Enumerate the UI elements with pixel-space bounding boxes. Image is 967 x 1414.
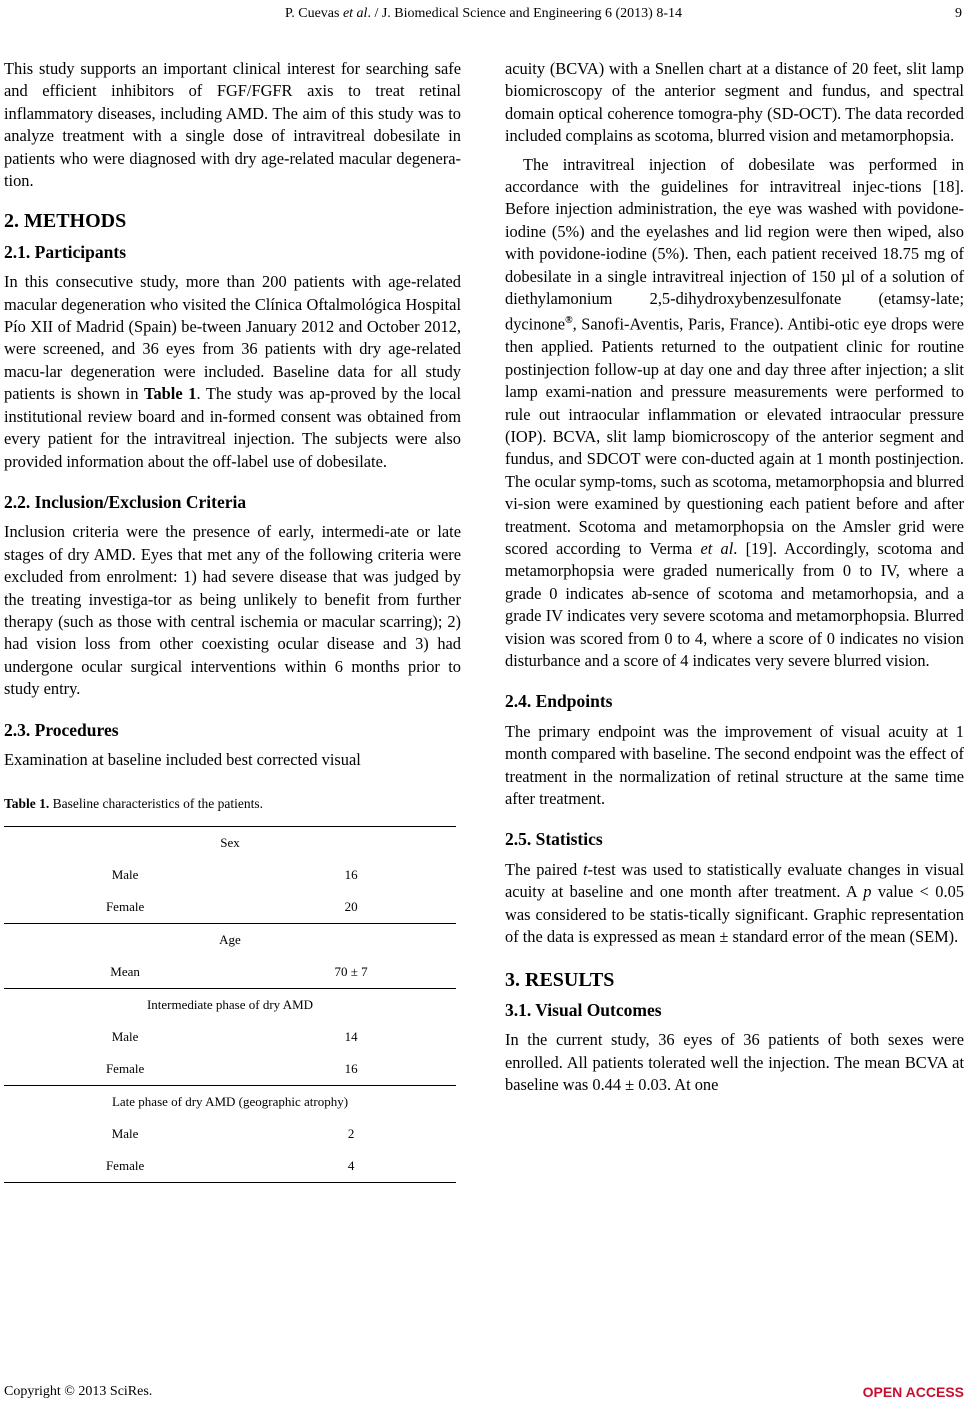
table1-caption-label: Table 1.	[4, 796, 50, 812]
row-value: 14	[344, 1028, 358, 1044]
table1-ref: Table 1	[144, 384, 197, 404]
group-title: Intermediate phase of dry AMD	[4, 988, 456, 1021]
group-title: Sex	[220, 834, 240, 850]
table1	[4, 826, 456, 1183]
heading-endpoints: 2.4. Endpoints	[505, 691, 613, 712]
row-value: 16	[344, 866, 358, 882]
running-header	[0, 6, 967, 22]
inclusion-paragraph: Inclusion criteria were the presence of early, intermedi-ate or late stages of dry AMD. Eyes that met any of the following criteria were excluded from enrolment: 1) had severe disease that was judged by the treating investiga-tor as being unlikely to benefit from further therapy (such as those with central ischemia or macular scarring); 2) had vision loss from other coexisting ocular disease and 3) had undergone ocular surgical interventions within 6 months prior to study entry.	[4, 522, 461, 699]
row-value: 20	[344, 898, 358, 914]
table-group-row	[4, 826, 456, 859]
heading-results: 3. RESULTS	[505, 968, 615, 991]
heading-visual-outcomes: 3.1. Visual Outcomes	[505, 999, 662, 1020]
procedures-continued: acuity (BCVA) with a Snellen chart at a distance of 20 feet, slit lamp biomicroscopy of the anterior segment and fundus, and spectral domain optical coherence tomogra-phy (SD-OCT). The data recorded included complains as scotoma, blurred vision and metamorphopsia.	[505, 59, 964, 146]
intro-paragraph: This study supports an important clinical interest for searching safe and efficient inhibitors of FGF/FGFR axis to treat retinal inflammatory diseases, including AMD. The aim of this study was to analyze treatment with a single dose of intravitreal dobesilate in patients who were diagnosed with dry age-related macular degenera-tion.	[4, 59, 461, 191]
table1-caption	[4, 793, 461, 815]
table-row	[4, 1053, 456, 1086]
row-label: Female	[105, 1157, 145, 1173]
row-label: Male	[111, 866, 139, 882]
row-label: Female	[105, 1060, 145, 1076]
table-group-row	[4, 923, 456, 956]
endpoints-paragraph: The primary endpoint was the improvement of visual acuity at 1 month compared with baseline. The second endpoint was the effect of treatment in the normalization of retinal structure at the same time after treatment.	[505, 721, 964, 809]
open-access-label: OPEN ACCESS	[862, 1384, 964, 1400]
page-number: 9	[955, 6, 962, 21]
injection-text-b: , Sanofi-Aventis, Paris, France). Antibi-otic eye drops were then applied. Patients returned to the outpatient clinic for routine postinjection follow-up at day one and day three after injection; a slit lamp exami-nation and pressure measurements were performed to rule out intraocular inflammation or elevated intraocular pressure (IOP). BCVA, slit lamp biomicroscopy of the anterior segment and fundus, and SDCOT were con-ducted again at 1 month postinjection. The ocular symp-toms, such as scotoma, metamorphopsia and blurred vi-sion were examined by questioning each patient before and after treatment. Scotoma and metamorphopsia on the Amsler grid were scored according to Verma	[505, 314, 964, 558]
right-column	[505, 58, 964, 1097]
table-row	[4, 859, 456, 891]
page-footer	[4, 1384, 964, 1400]
visual-outcomes-paragraph: In the current study, 36 eyes of 36 patients of both sexes were enrolled. All patients tolerated well the injection. The mean BCVA at baseline was 0.44 ± 0.03. At one	[505, 1030, 964, 1095]
statistics-paragraph	[505, 859, 964, 949]
row-value: 2	[347, 1125, 355, 1141]
stats-text-b: -test was used to statistically evaluate changes in visual acuity at baseline and one month after treatment. A	[505, 859, 964, 902]
table-group-row	[4, 988, 456, 1021]
group-title: Age	[4, 923, 456, 956]
injection-text-a: The intravitreal injection of dobesilate was performed in accordance with the guidelines for intravitreal injec-tions [18]. Before injection administration, the eye was washed with povidone-iodine (5%) and the eyelashes and lid region were then wiped, also with povidone-iodine (5%). Then, each patient received 18.75 mg of dobesilate in a single intravitreal injection of 150 µl of a solution of diethylamonium 2,5-dihydroxybenzesulfonate (etamsy-late; dycinone	[505, 154, 964, 334]
participants-text-a: In this consecutive study, more than 200 patients with age-related macular degeneration who visited the Clínica Oftalmológica Hospital Pío XII of Madrid (Spain) be-tween January 2012 and October 2012, were screened, and 36 eyes from 36 patients with dry age-related macu-lar degeneration were included. Baseline data for all study patients is shown in	[4, 272, 461, 404]
copyright: Copyright © 2013 SciRes.	[4, 1384, 153, 1399]
heading-participants: 2.1. Participants	[4, 241, 127, 262]
table-group-row	[4, 1085, 456, 1118]
row-value: 4	[347, 1157, 355, 1173]
table-row	[4, 1118, 456, 1150]
participants-text-b: . The study was ap-proved by the local institutional review board and in-formed consent was obtained from every patient for the intravitreal injection. The subjects were also provided information about the off-label use of dobesilate.	[4, 384, 461, 471]
stats-p: p	[863, 882, 872, 902]
header-author: P. Cuevas	[285, 6, 340, 21]
heading-inclusion: 2.2. Inclusion/Exclusion Criteria	[4, 491, 247, 512]
group-title: Late phase of dry AMD (geographic atrophy)	[4, 1085, 456, 1118]
row-label: Male	[111, 1028, 139, 1044]
stats-text-a: The paired	[505, 859, 583, 879]
header-journal: . / J. Biomedical Science and Engineering 6 (2013) 8-14	[367, 6, 682, 21]
heading-statistics: 2.5. Statistics	[505, 829, 603, 850]
procedures-paragraph: Examination at baseline included best corrected visual	[4, 749, 361, 769]
registered-mark: ®	[565, 315, 573, 327]
row-label: Female	[105, 898, 145, 914]
heading-methods: 2. METHODS	[4, 210, 127, 233]
stats-t: t	[582, 859, 588, 879]
row-label: Male	[111, 1125, 139, 1141]
row-label: Mean	[110, 963, 140, 979]
header-etal: et al	[342, 6, 368, 21]
stats-text-c: value < 0.05 was considered to be statis-tically significant. Graphic representation of the data is expressed as mean ± standard error of the mean (SEM).	[505, 882, 964, 947]
left-column	[4, 58, 461, 1183]
table-row	[4, 891, 456, 924]
table-row	[4, 956, 456, 989]
injection-text-c: . [19]. Accordingly, scotoma and metamorphopsia were graded numerically from 0 to IV, where a grade 0 indicates ab-sence of scotoma and metamorhopsia, and a grade IV indicates very severe scotoma and metamorphopsia. Blurred vision was scored from 0 to 4, where a score of 0 indicates no vision disturbance and a score of 4 indicates very severe blurred vision.	[505, 539, 964, 671]
heading-procedures: 2.3. Procedures	[4, 719, 119, 740]
participants-paragraph	[4, 271, 461, 473]
row-value: 16	[344, 1060, 358, 1076]
row-value: 70 ± 7	[334, 963, 368, 979]
table1-caption-text: Baseline characteristics of the patients.	[49, 796, 263, 812]
table-row	[4, 1150, 456, 1183]
injection-paragraph	[505, 154, 964, 673]
table-row	[4, 1021, 456, 1053]
injection-etal: et al	[700, 539, 734, 558]
